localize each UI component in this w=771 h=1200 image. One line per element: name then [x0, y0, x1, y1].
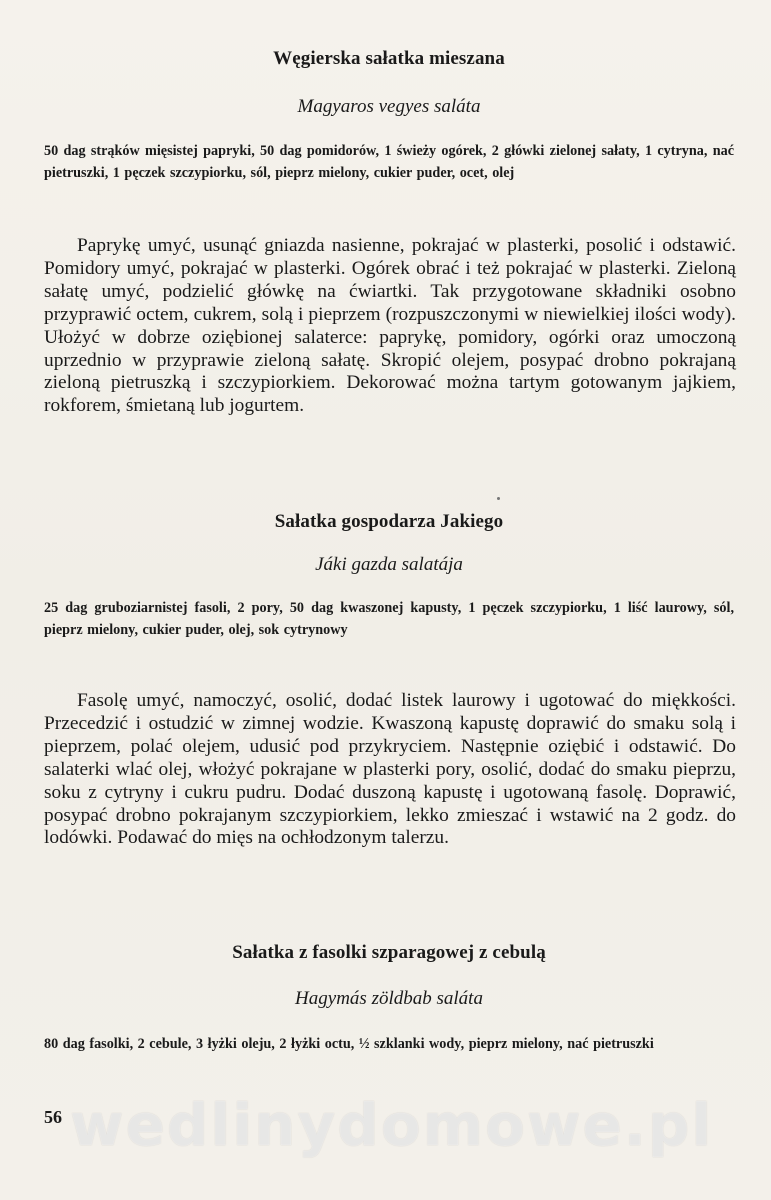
- recipe-2-instructions: Fasolę umyć, namoczyć, osolić, dodać listek laurowy i ugotować do miękkości. Przecedzić i ostudzić w zimnej wodzie. Kwaszoną kapustę doprawić do smaku solą i pieprzem, polać olejem, udusić pod przykryciem. Następnie oziębić i odstawić. Do salaterki wlać olej, włożyć pokrajane w plasterki pory, osolić, dodać do smaku pieprzu, soku z cytryny i cukru pudru. Dodać duszoną kapustę i ugotowaną fasolę. Doprawić, posypać drobno pokrajanym szczypiorkiem, lekko zmieszać i wstawić na 2 godz. do lodówki. Podawać do mięs na ochłodzonym talerzu.: [44, 690, 736, 849]
- recipe-3-ingredients: 80 dag fasolki, 2 cebule, 3 łyżki oleju, 2 łyżki octu, ½ szklanki wody, pieprz mielony, nać pietruszki: [44, 1036, 654, 1052]
- watermark-text: wedlinydomowe.pl: [70, 1091, 714, 1159]
- recipe-1-subtitle: Magyaros vegyes saláta: [297, 96, 481, 117]
- recipe-1-ingredients: 50 dag strąków mięsistej papryki, 50 dag pomidorów, 1 świeży ogórek, 2 główki zielonej sałaty, 1 cytryna, nać pietruszki, 1 pęczek szczypiorku, sól, pieprz mielony, cukier puder, ocet, olej: [44, 143, 734, 181]
- recipe-3-subtitle: Hagymás zöldbab saláta: [295, 988, 483, 1009]
- recipe-2-subtitle: Jáki gazda salatája: [315, 554, 463, 575]
- recipe-3-title: Sałatka z fasolki szparagowej z cebulą: [232, 942, 546, 963]
- recipe-1-title: Węgierska sałatka mieszana: [273, 48, 505, 69]
- recipe-2-title: Sałatka gospodarza Jakiego: [274, 511, 504, 532]
- recipe-1-instructions: Paprykę umyć, usunąć gniazda nasienne, pokrajać w plasterki, posolić i odstawić. Pomidory umyć, pokrajać w plasterki. Ogórek obrać i też pokrajać w plasterki. Zieloną sałatę umyć, podzielić główkę na ćwiartki. Tak przygotowane składniki osobno przyprawić octem, cukrem, solą i pieprzem (rozpuszczonymi w niewielkiej ilości wody). Ułożyć w dobrze oziębionej salaterce: paprykę, pomidory, ogórki oraz umoczoną uprzednio w przyprawie zieloną sałatę. Skropić olejem, posypać drobno pokrajaną zieloną pietruszką i szczypiorkiem. Dekorować można tartym gotowanym jajkiem, rokforem, śmietaną lub jogurtem.: [44, 235, 736, 417]
- page-number: 56: [44, 1107, 62, 1127]
- recipe-2-ingredients: 25 dag gruboziarnistej fasoli, 2 pory, 50 dag kwaszonej kapusty, 1 pęczek szczypiorku, 1 liść laurowy, sól, pieprz mielony, cukier puder, olej, sok cytrynowy: [44, 600, 734, 638]
- print-speck: [497, 497, 500, 500]
